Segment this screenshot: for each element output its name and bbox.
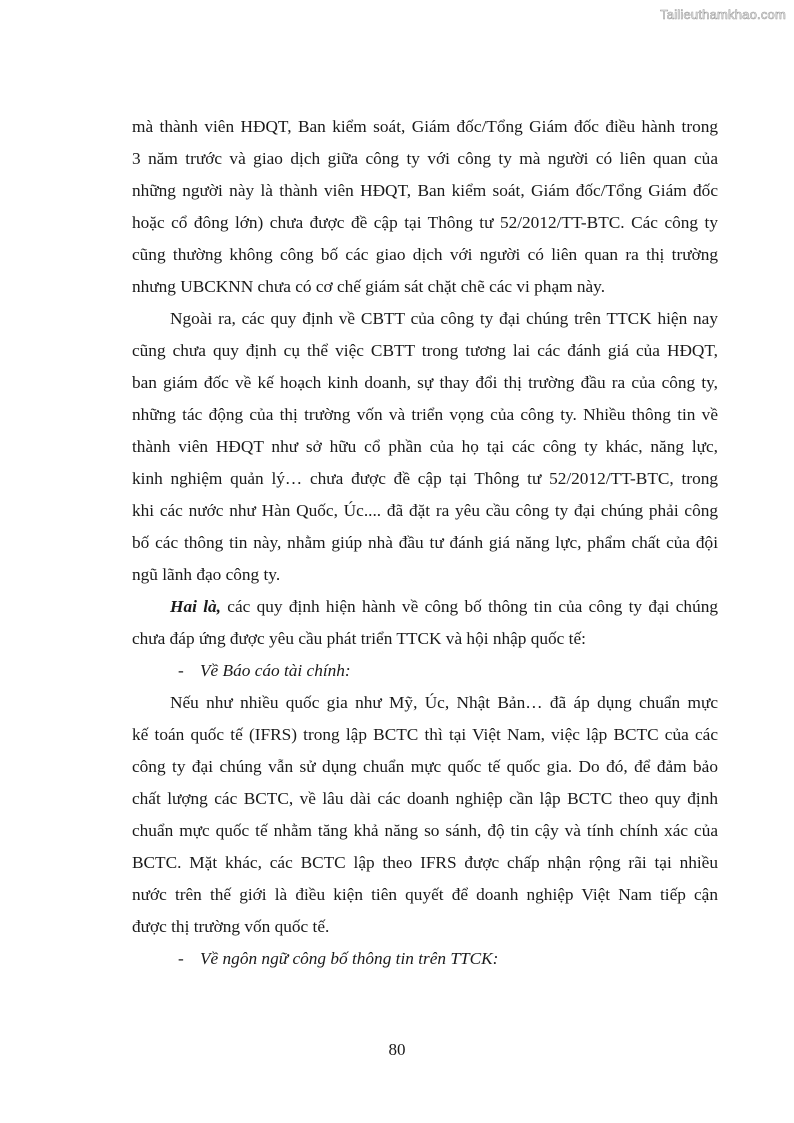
text-line: chưa đáp ứng được yêu cầu phát triển TTCK và hội nhập quốc tế: xyxy=(132,629,586,648)
text-line: Nếu như nhiều quốc gia như Mỹ, Úc, Nhật Bản… đã áp dụng chuẩn mực xyxy=(170,693,718,712)
text-line: công ty đại chúng vẫn sử dụng chuẩn mực quốc tế quốc gia. Do đó, để đảm bảo xyxy=(132,757,718,776)
emphasis-lead: Hai là, xyxy=(170,597,221,616)
text-line: được thị trường vốn quốc tế. xyxy=(132,917,330,936)
text-line: cũng thường không công bố các giao dịch với người có liên quan ra thị trường xyxy=(132,245,718,264)
text-span: các quy định hiện hành về công bố thông tin của công ty đại chúng xyxy=(220,597,718,616)
text-line: hoặc cổ đông lớn) chưa được đề cập tại Thông tư 52/2012/TT-BTC. Các công ty xyxy=(132,213,718,232)
page-number: 80 xyxy=(388,1040,406,1059)
text-line: thành viên HĐQT như sở hữu cổ phần của họ tại các công ty khác, năng lực, xyxy=(132,437,718,456)
text-line: 3 năm trước và giao dịch giữa công ty với công ty mà người có liên quan của xyxy=(132,149,718,168)
text-line: Ngoài ra, các quy định về CBTT của công ty đại chúng trên TTCK hiện nay xyxy=(170,309,718,328)
bullet-text: Về ngôn ngữ công bố thông tin trên TTCK: xyxy=(200,949,499,968)
text-line: BCTC. Mặt khác, các BCTC lập theo IFRS được chấp nhận rộng rãi tại nhiều xyxy=(132,853,718,872)
text-line: cũng chưa quy định cụ thể việc CBTT trong tương lai các đánh giá của HĐQT, xyxy=(132,341,718,360)
bullet-dash: - xyxy=(178,949,184,968)
bullet-text: Về Báo cáo tài chính: xyxy=(200,661,351,680)
text-line: mà thành viên HĐQT, Ban kiểm soát, Giám đốc/Tổng Giám đốc điều hành trong xyxy=(132,117,718,136)
watermark: Tailieuthamkhao.com xyxy=(660,7,786,22)
text-line: nhưng UBCKNN chưa có cơ chế giám sát chặt chẽ các vi phạm này. xyxy=(132,277,606,296)
text-line xyxy=(170,596,718,618)
text-line: nước trên thế giới là điều kiện tiên quyết để doanh nghiệp Việt Nam tiếp cận xyxy=(132,885,718,904)
text-line: những người này là thành viên HĐQT, Ban kiểm soát, Giám đốc/Tổng Giám đốc xyxy=(132,181,718,200)
bullet-heading xyxy=(178,660,351,682)
text-line: chuẩn mực quốc tế nhằm tăng khả năng so sánh, độ tin cậy và tính chính xác của xyxy=(132,821,718,840)
text-line: chất lượng các BCTC, về lâu dài các doanh nghiệp cần lập BCTC theo quy định xyxy=(132,789,718,808)
text-line: ban giám đốc về kế hoạch kinh doanh, sự thay đổi thị trường đầu ra của công ty, xyxy=(132,373,718,392)
text-line: khi các nước như Hàn Quốc, Úc.... đã đặt ra yêu cầu công ty đại chúng phải công xyxy=(132,501,718,520)
bullet-dash: - xyxy=(178,661,184,680)
text-line: kinh nghiệm quản lý… chưa được đề cập tại Thông tư 52/2012/TT-BTC, trong xyxy=(132,469,718,488)
bullet-heading xyxy=(178,948,498,970)
text-line: bố các thông tin này, nhằm giúp nhà đầu tư đánh giá năng lực, phẩm chất của đội xyxy=(132,533,718,552)
text-line: kế toán quốc tế (IFRS) trong lập BCTC thì tại Việt Nam, việc lập BCTC của các xyxy=(132,725,718,744)
text-line: ngũ lãnh đạo công ty. xyxy=(132,565,281,584)
text-line: những tác động của thị trường vốn và triển vọng của công ty. Nhiều thông tin về xyxy=(132,405,718,424)
